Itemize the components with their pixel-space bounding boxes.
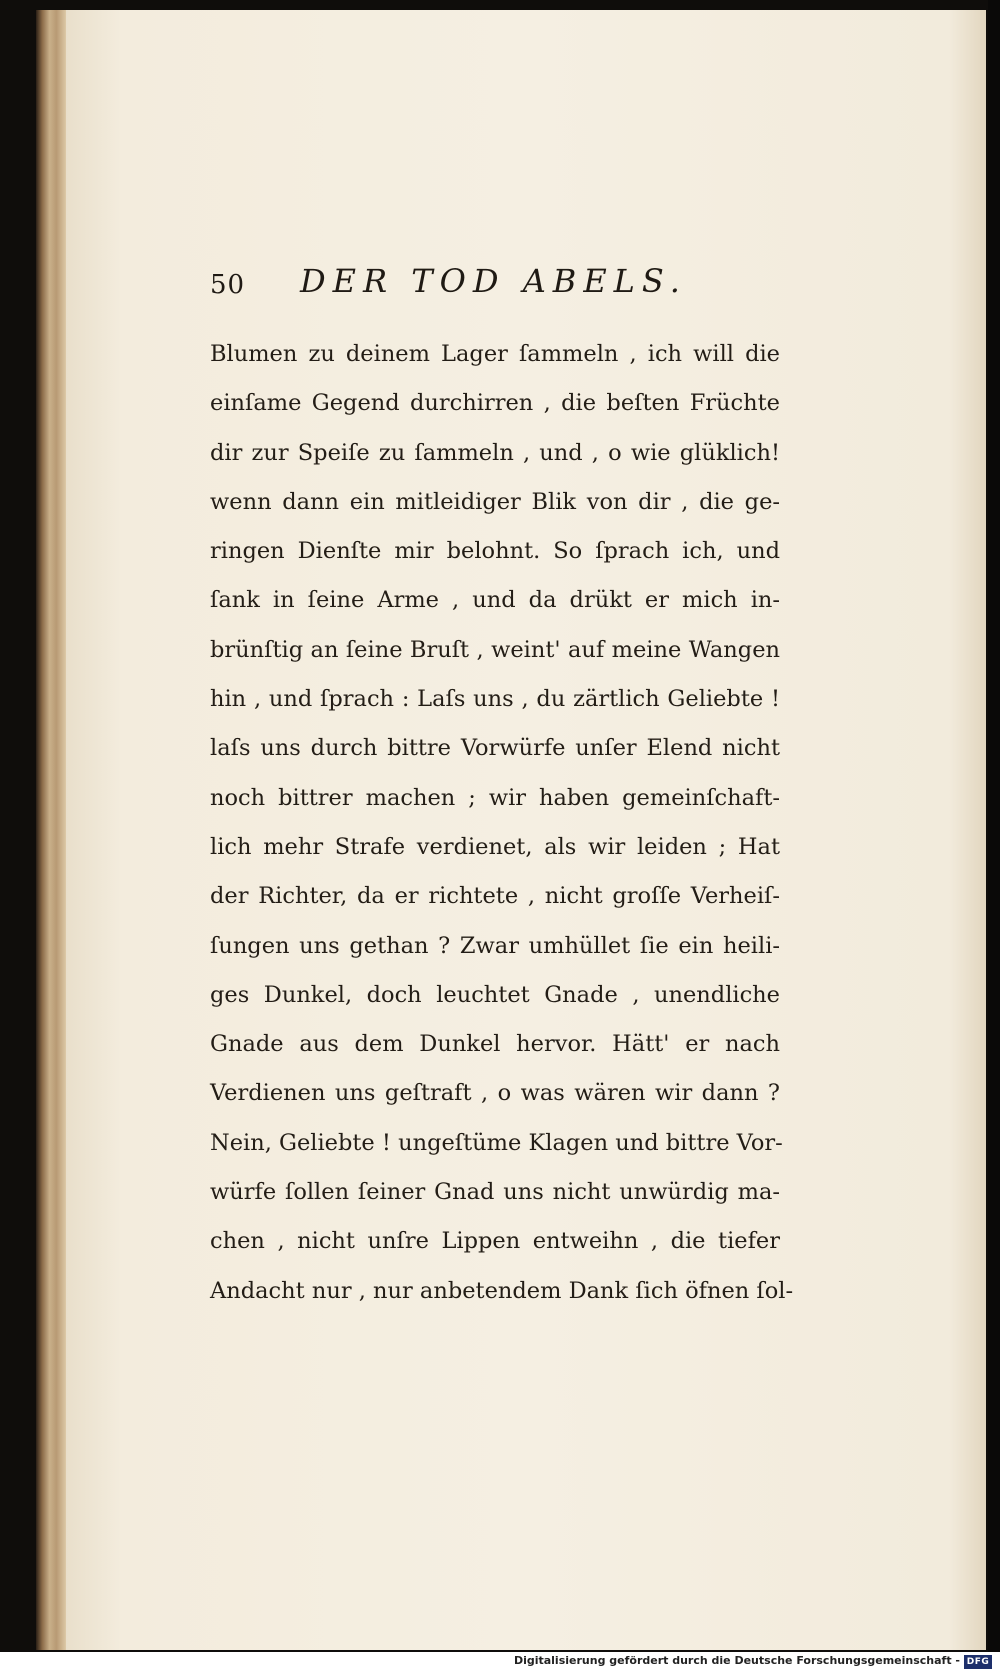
- text-line: chen , nicht unſre Lippen entweihn , die tiefer: [210, 1228, 780, 1255]
- text-line: Gnade aus dem Dunkel hervor. Hätt' er nach: [210, 1031, 780, 1058]
- text-line: hin , und ſprach : Laſs uns , du zärtlich Geliebte !: [210, 686, 780, 713]
- text-line: ſungen uns gethan ? Zwar umhüllet ſie ein heili-: [210, 932, 780, 959]
- text-line: einſame Gegend durchirren , die beſten Früchte: [210, 390, 780, 417]
- dfg-logo: DFG: [964, 1655, 992, 1669]
- book-binding-edge: [36, 10, 70, 1650]
- text-line: Verdienen uns geſtraft , o was wären wir dann ?: [210, 1080, 780, 1107]
- text-line: lich mehr Strafe verdienet, als wir leiden ; Hat: [210, 833, 780, 860]
- digitization-credit-bar: [0, 1652, 1000, 1672]
- text-line: ges Dunkel, doch leuchtet Gnade , unendliche: [210, 981, 780, 1008]
- credit-text: Digitalisierung gefördert durch die Deutsche Forschungsgemeinschaft -: [513, 1654, 960, 1667]
- text-line: laſs uns durch bittre Vorwürfe unſer Elend nicht: [210, 735, 780, 762]
- text-line: Blumen zu deinem Lager ſammeln , ich will die: [210, 341, 780, 367]
- text-line: Andacht nur , nur anbetendem Dank ſich öfnen ſol-: [210, 1277, 794, 1304]
- text-line: der Richter, da er richtete , nicht groſſe Verheiſ-: [210, 883, 780, 910]
- text-line: würfe ſollen ſeiner Gnad uns nicht unwürdig ma-: [210, 1179, 780, 1206]
- text-line: ſank in ſeine Arme , und da drükt er mich in-: [210, 587, 780, 614]
- text-line: Nein, Geliebte ! ungeſtüme Klagen und bittre Vor-: [210, 1129, 783, 1156]
- text-line: ringen Dienſte mir belohnt. So ſprach ich, und: [210, 538, 780, 565]
- running-head: [210, 262, 750, 302]
- text-line: dir zur Speiſe zu ſammeln , und , o wie glüklich!: [210, 439, 780, 466]
- text-line: noch bittrer machen ; wir haben gemeinſchaft-: [210, 784, 780, 811]
- text-line: brünſtig an ſeine Bruſt , weint' auf meine Wangen: [210, 636, 780, 663]
- scan-dark-border: [988, 0, 1000, 1660]
- text-line: wenn dann ein mitleidiger Blik von dir , die ge-: [210, 488, 780, 515]
- body-text: [210, 330, 794, 1316]
- running-title: DER TOD ABELS.: [300, 262, 687, 300]
- page-number: 50: [210, 270, 246, 300]
